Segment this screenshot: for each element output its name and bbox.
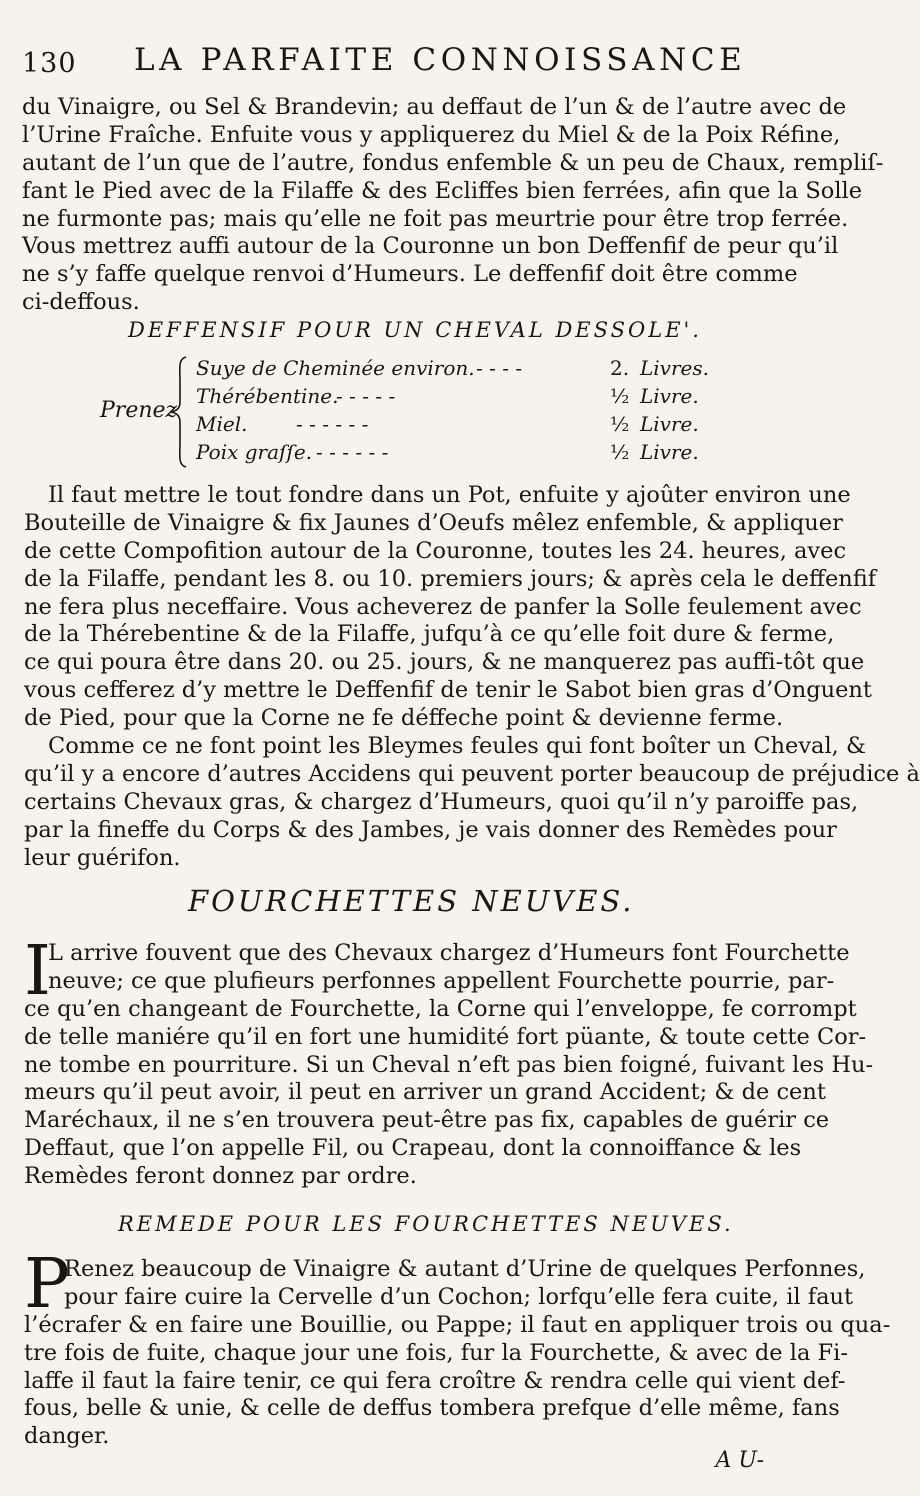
text-line: L arrive fouvent que des Chevaux chargez d’Humeurs font Fourchette	[48, 940, 850, 966]
ingredient-name: Miel.	[196, 412, 248, 436]
text-line: Vous mettrez auffi autour de la Couronne un bon Deffenfif de peur qu’il	[22, 233, 839, 260]
text-line: ne fera plus neceffaire. Vous acheverez de panfer la Solle feulement avec	[24, 593, 862, 620]
deffensif-heading: DEFFENSIF POUR UN CHEVAL DESSOLE'.	[128, 318, 702, 342]
text-line: laffe il faut la faire tenir, ce qui fera croître & rendra celle qui vient def-	[24, 1367, 846, 1394]
text-line: de Pied, pour que la Corne ne fe déffeche point & devienne ferme.	[24, 705, 784, 732]
text-line: de cette Compofition autour de la Couronne, toutes les 24. heures, avec	[24, 537, 847, 564]
leader-dashes: - - - -	[476, 356, 523, 380]
text-line: certains Chevaux gras, & chargez d’Humeurs, quoi qu’il n’y paroiffe pas,	[24, 788, 859, 815]
text-line: Bouteille de Vinaigre & fix Jaunes d’Oeufs mêlez enfemble, & appliquer	[24, 509, 843, 536]
text-line: Remèdes feront donnez par ordre.	[24, 1163, 417, 1190]
catchword: A U-	[715, 1448, 764, 1473]
leader-dashes: - - - - - -	[296, 412, 369, 436]
fourchettes-heading: FOURCHETTES NEUVES.	[188, 884, 635, 918]
prenez-label: Prenez	[100, 398, 178, 423]
recipe-table	[0, 354, 800, 472]
text-line: ce qu’en changeant de Fourchette, la Corne qui l’enveloppe, fe corrompt	[24, 995, 857, 1022]
text-line: ne furmonte pas; mais qu’elle ne foit pas meurtrie pour être trop ferrée.	[22, 205, 849, 232]
text-line: pour faire cuire la Cervelle d’un Cochon; lorfqu’elle fera cuite, il faut	[64, 1283, 854, 1310]
text-line: de telle maniére qu’il en fort une humidité fort püante, & toute cette Cor-	[24, 1023, 867, 1050]
text-line: ne s’y faffe quelque renvoi d’Humeurs. Le deffenfif doit être comme	[22, 261, 798, 288]
paragraph-fourchettes	[24, 932, 874, 1191]
text-line: ce qui poura être dans 20. ou 25. jours, & ne manquerez pas auffi-tôt que	[24, 649, 865, 676]
text-line: leur guérifon.	[24, 844, 181, 871]
ingredient-name: Thérébentine.	[196, 384, 339, 408]
text-line: neuve; ce que plufieurs perfonnes appellent Fourchette pourrie, par-	[48, 967, 835, 994]
text-line: de la Filaffe, pendant les 8. ou 10. premiers jours; & après cela le deffenfif	[24, 565, 877, 592]
text-line: tre fois de fuite, chaque jour une fois, fur la Fourchette, & avec de la Fi-	[24, 1339, 848, 1366]
ingredient-quantity: 2.	[610, 356, 630, 380]
text-line: du Vinaigre, ou Sel & Brandevin; au deffaut de l’un & de l’autre avec de	[22, 94, 847, 120]
text-line: vous cefferez d’y mettre le Deffenfif de tenir le Sabot bien gras d’Onguent	[24, 677, 872, 704]
ingredient-quantity: ½	[610, 440, 630, 464]
text-line: qu’il y a encore d’autres Accidens qui peuvent porter beaucoup de préjudice à	[24, 760, 920, 787]
running-title: LA PARFAITE CONNOISSANCE	[134, 42, 747, 78]
leader-dashes: - - - - - -	[316, 440, 389, 464]
curly-brace	[170, 356, 188, 468]
text-line: danger.	[24, 1423, 110, 1450]
text-line: fant le Pied avec de la Filaffe & des Ecliffes bien ferrées, afin que la Solle	[22, 177, 863, 204]
ingredient-name: Suye de Cheminée environ.	[196, 356, 475, 380]
text-line: Comme ce ne font point les Bleymes feules qui font boîter un Cheval, &	[48, 733, 866, 759]
paragraph-bleymes	[24, 733, 920, 872]
text-line: l’écrafer & en faire une Bouillie, ou Pappe; il faut en appliquer trois ou qua-	[24, 1311, 891, 1338]
text-line: meurs qu’il peut avoir, il peut en arriver un grand Accident; & de cent	[24, 1079, 826, 1106]
intro-paragraph	[22, 94, 884, 317]
text-line: fous, belle & unie, & celle de deffus tombera prefque d’elle même, fans	[24, 1395, 840, 1422]
ingredient-quantity: ½	[610, 412, 630, 436]
ingredient-unit: Livre.	[640, 440, 699, 464]
text-line: Il faut mettre le tout fondre dans un Pot, enfuite y ajoûter environ une	[48, 482, 851, 508]
ingredient-unit: Livres.	[640, 356, 709, 380]
remede-heading: REMEDE POUR LES FOURCHETTES NEUVES.	[118, 1212, 734, 1236]
text-line: autant de l’un que de l’autre, fondus enfemble & un peu de Chaux, rempliſ-	[22, 149, 884, 176]
ingredient-quantity: ½	[610, 384, 630, 408]
drop-cap: P	[24, 1245, 70, 1324]
text-line: ci-deffous.	[22, 289, 140, 316]
paragraph-fondre	[24, 482, 877, 733]
paragraph-remede	[24, 1256, 891, 1451]
ingredient-unit: Livre.	[640, 412, 699, 436]
text-line: de la Thérebentine & de la Filaffe, jufqu’à ce qu’elle foit dure & ferme,	[24, 621, 835, 648]
ingredient-name: Poix graſſe.	[196, 440, 313, 464]
leader-dashes: - - - - -	[336, 384, 396, 408]
drop-cap: I	[24, 932, 51, 1011]
page-number: 130	[22, 48, 77, 79]
text-line: Maréchaux, il ne s’en trouvera peut-être pas fix, capables de guérir ce	[24, 1107, 830, 1134]
text-line: l’Urine Fraîche. Enfuite vous y appliquerez du Miel & de la Poix Réfine,	[22, 121, 841, 148]
text-line: par la fineffe du Corps & des Jambes, je vais donner des Remèdes pour	[24, 816, 837, 843]
page-header	[22, 38, 780, 78]
text-line: Deffaut, que l’on appelle Fil, ou Crapeau, dont la connoiffance & les	[24, 1135, 802, 1162]
text-line: Renez beaucoup de Vinaigre & autant d’Urine de quelques Perfonnes,	[64, 1256, 866, 1282]
text-line: ne tombe en pourriture. Si un Cheval n’eft pas bien foigné, fuivant les Hu-	[24, 1051, 874, 1078]
ingredient-unit: Livre.	[640, 384, 699, 408]
